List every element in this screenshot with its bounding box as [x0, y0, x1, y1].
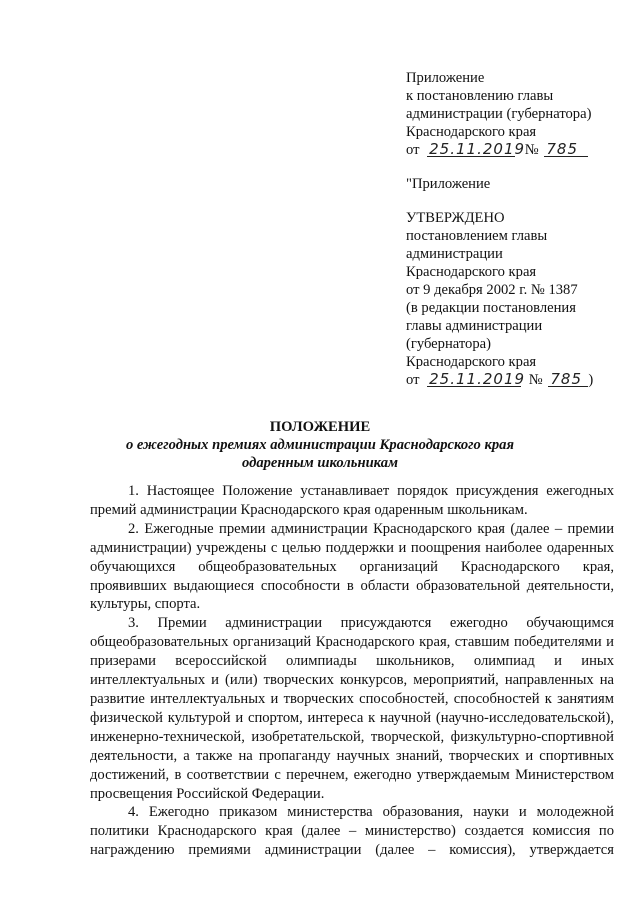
annex-header-date-line: [406, 141, 588, 159]
annex-quote-label: "Приложение: [406, 176, 491, 192]
number-prefix: №: [528, 372, 543, 388]
handwritten-number: 785: [548, 372, 588, 387]
approved-line: от 9 декабря 2002 г. № 1387: [406, 282, 578, 298]
closing-paren: ): [588, 372, 594, 388]
document-subtitle: о ежегодных премиях администрации Краснодарского края: [125, 437, 514, 453]
annex-header-line: к постановлению главы: [406, 88, 554, 104]
date-prefix: от: [406, 372, 420, 388]
paragraph: 3. Премии администрации присуждаются ежегодно обучающимся общеобразовательных организаций Краснодарского края, ставшим победителями и призерами всероссийской олимпиады школьников, олимпиад и иных интеллектуальных и (или) творческих конкурсов, мероприятий, направленных на развитие интеллектуальных и творческих способностей, способностей к занятиям физической культурой и спортом, интереса к научной (научно-исследовательской), инженерно-технической, изобретательской, творческой, физкультурно-спортивной деятельности, а также на пропаганду научных знаний, творческих и спортивных достижений, в соответствии с перечнем, ежегодно утверждаемым Министерством просвещения Российской Федерации.: [90, 615, 614, 802]
approved-date-line: [406, 371, 593, 389]
document-subtitle: одаренным школьникам: [241, 455, 399, 471]
handwritten-number: 785: [544, 142, 588, 157]
approved-line: постановлением главы: [406, 228, 548, 244]
annex-header-line: Приложение: [406, 70, 485, 86]
handwritten-date: 25.11.2019: [429, 370, 526, 388]
approved-line: Краснодарского края: [406, 264, 537, 280]
document-heading: ПОЛОЖЕНИЕ: [269, 419, 371, 435]
paragraph: 1. Настоящее Положение устанавливает порядок присуждения ежегодных премий администрации Краснодарского края одаренным школьникам.: [90, 483, 614, 518]
approved-line: УТВЕРЖДЕНО: [406, 210, 505, 226]
handwritten-date: 25.11.2019: [429, 140, 526, 158]
approved-line: (губернатора): [406, 336, 491, 352]
document-body: [90, 482, 614, 860]
paragraph: 2. Ежегодные премии администрации Краснодарского края (далее – премии администрации) учреждены с целью поддержки и поощрения наиболее одаренных обучающихся общеобразовательных организаций Краснодарского края, проявивших выдающиеся способности в области образовательной деятельности, культуры, спорта.: [90, 520, 614, 613]
paragraph: 4. Ежегодно приказом министерства образования, науки и молодежной политики Краснодарского края (далее – министерство) создается комиссия по награждению премиями администрации (далее – комиссия), утверждается: [90, 804, 614, 859]
annex-header-line: администрации (губернатора): [406, 106, 592, 122]
approved-line: (в редакции постановления: [406, 300, 576, 316]
number-prefix: №: [524, 142, 539, 158]
date-prefix: от: [406, 142, 420, 158]
annex-header-line: Краснодарского края: [406, 124, 537, 140]
approved-line: главы администрации: [406, 318, 543, 334]
approved-line: администрации: [406, 246, 503, 262]
approved-line: Краснодарского края: [406, 354, 537, 370]
